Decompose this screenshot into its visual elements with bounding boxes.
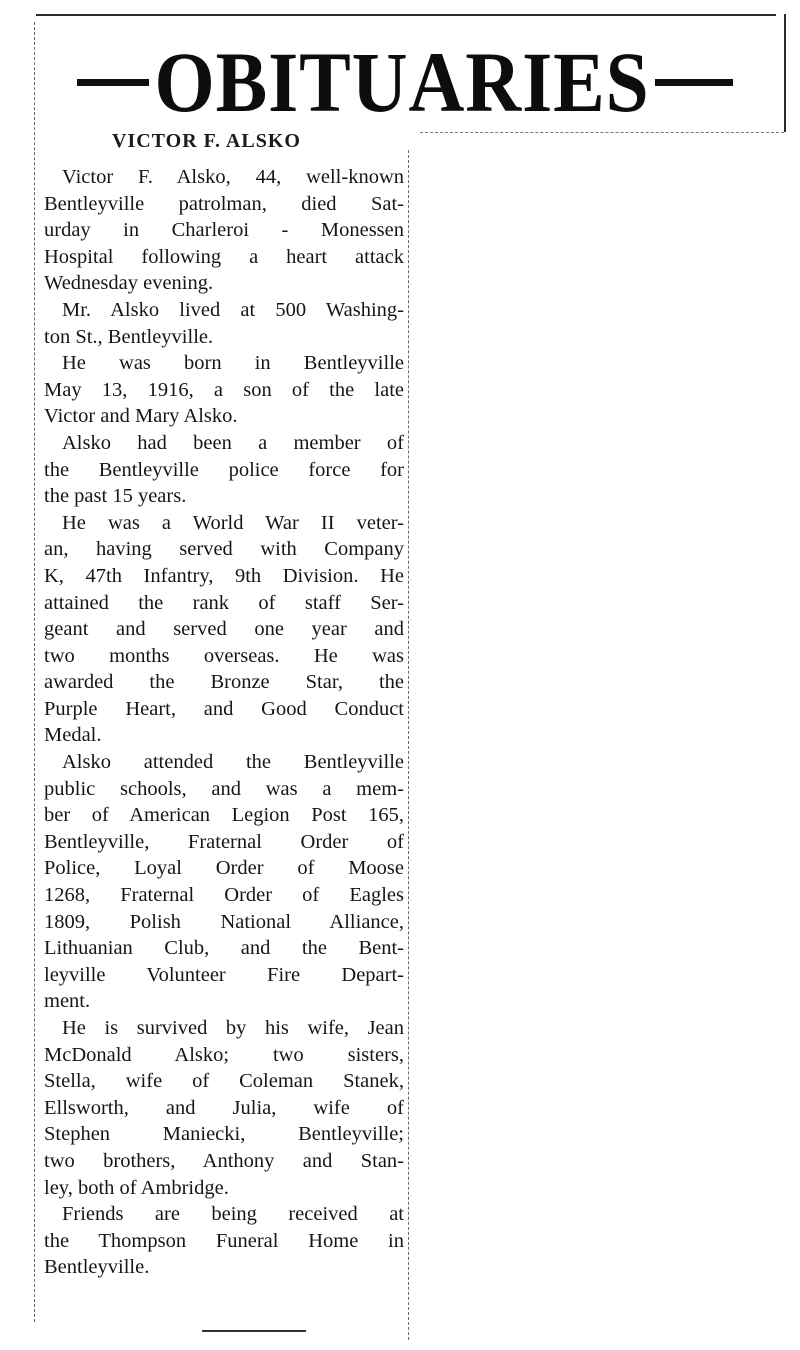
bottom-rule [202, 1330, 306, 1332]
paragraph-line: urday in Charleroi - Monessen [44, 219, 404, 242]
masthead-dash-right [655, 79, 733, 86]
paragraph-line: an, having served with Company [44, 538, 404, 561]
paragraph-line: K, 47th Infantry, 9th Division. He [44, 564, 404, 587]
paragraph-line: Ellsworth, and Julia, wife of [44, 1096, 404, 1119]
paragraph-line: public schools, and was a mem- [44, 777, 404, 800]
paragraph-line: ment. [44, 990, 91, 1013]
obituary-paragraph [44, 297, 404, 350]
paragraph-line: two months overseas. He was [44, 644, 404, 667]
obituary-paragraph [44, 430, 404, 510]
paragraph-line: 1268, Fraternal Order of Eagles [44, 884, 404, 907]
paragraph-line: He is survived by his wife, Jean [62, 1017, 404, 1039]
paragraph-line: attained the rank of staff Ser- [44, 591, 404, 614]
paragraph-line: Mr. Alsko lived at 500 Washing- [62, 298, 404, 321]
masthead-dash-left [77, 79, 149, 86]
paragraph-line: Victor F. Alsko, 44, well-known [62, 166, 404, 188]
masthead [60, 36, 750, 128]
column-divider [408, 150, 409, 1340]
paragraph-line: May 13, 1916, a son of the late [44, 378, 404, 401]
obituary-paragraph [44, 164, 404, 297]
paragraph-line: Alsko attended the Bentleyville [62, 751, 404, 774]
paragraph-line: Alsko had been a member of [62, 431, 404, 454]
paragraph-line: Lithuanian Club, and the Bent- [44, 937, 404, 960]
right-border-rule [784, 14, 786, 132]
paragraph-line: ber of American Legion Post 165, [44, 804, 404, 827]
paragraph-line: 1809, Polish National Alliance, [44, 910, 404, 933]
paragraph-line: the Thompson Funeral Home in [44, 1229, 404, 1252]
paragraph-line: Bentleyville, Fraternal Order of [44, 830, 404, 853]
paragraph-line: geant and served one year and [44, 618, 404, 641]
paragraph-line: two brothers, Anthony and Stan- [44, 1149, 404, 1172]
obituary-paragraph [44, 350, 404, 430]
paragraph-line: Police, Loyal Order of Moose [44, 857, 404, 880]
paragraph-line: Bentleyville patrolman, died Sat- [44, 192, 404, 215]
paragraph-line: McDonald Alsko; two sisters, [44, 1043, 404, 1066]
top-border-rule [36, 14, 776, 16]
paragraph-line: awarded the Bronze Star, the [44, 671, 404, 694]
paragraph-line: Hospital following a heart attack [44, 245, 404, 268]
paragraph-line: Wednesday evening. [44, 272, 214, 295]
left-border-rule [34, 22, 35, 1322]
paragraph-line: ley, both of Ambridge. [44, 1176, 229, 1199]
header-underline [420, 132, 784, 133]
obituary-paragraph [44, 749, 404, 1015]
obituary-paragraph [44, 1201, 404, 1281]
paragraph-line: Friends are being received at [62, 1203, 404, 1226]
paragraph-line: Purple Heart, and Good Conduct [44, 697, 404, 720]
obituary-paragraph [44, 1015, 404, 1201]
paragraph-line: ton St., Bentleyville. [44, 325, 214, 348]
paragraph-line: the Bentleyville police force for [44, 458, 404, 481]
masthead-title: OBITUARIES [154, 34, 650, 130]
paragraph-line: Bentleyville. [44, 1256, 150, 1279]
paragraph-line: the past 15 years. [44, 485, 187, 508]
obituary-heading: VICTOR F. ALSKO [112, 130, 301, 152]
obituary-paragraph [44, 510, 404, 749]
paragraph-line: He was born in Bentleyville [62, 352, 404, 375]
obituary-body [44, 164, 404, 1281]
paragraph-line: leyville Volunteer Fire Depart- [44, 963, 404, 986]
paragraph-line: He was a World War II veter- [62, 511, 404, 534]
paragraph-line: Stella, wife of Coleman Stanek, [44, 1070, 404, 1093]
paragraph-line: Victor and Mary Alsko. [44, 405, 238, 428]
paragraph-line: Stephen Maniecki, Bentleyville; [44, 1123, 404, 1146]
paragraph-line: Medal. [44, 724, 102, 747]
